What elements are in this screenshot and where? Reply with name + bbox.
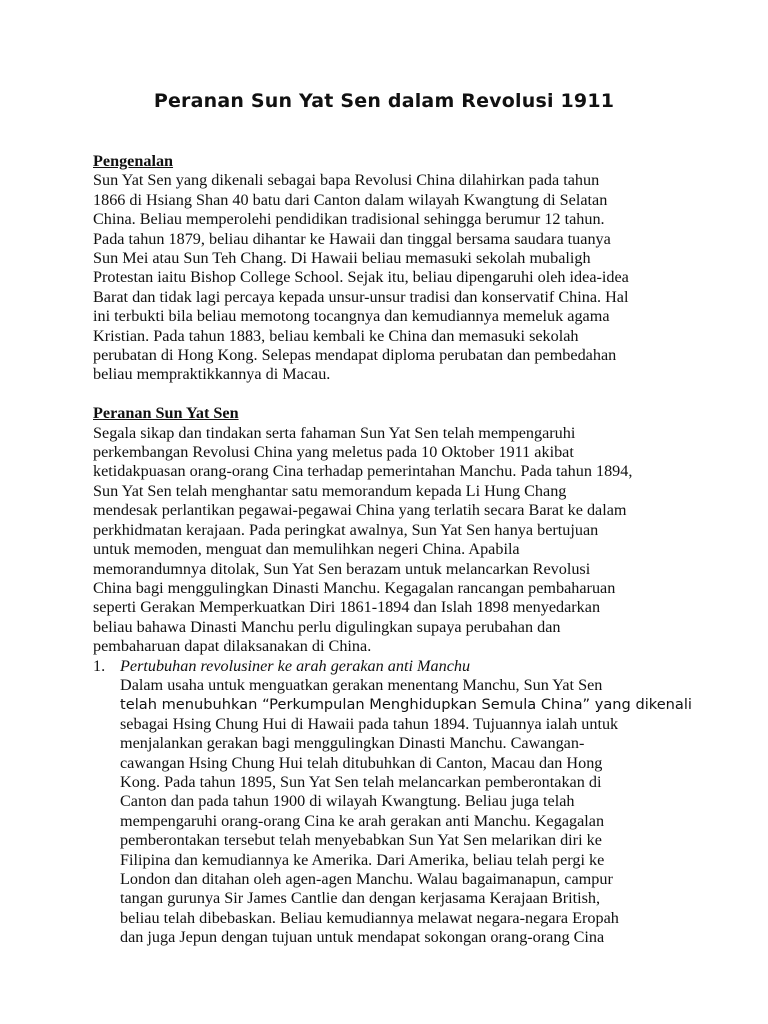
list-item-text: sebagai Hsing Chung Hui di Hawaii pada tahun 1894. Tujuannya ialah untuk menjalankan gerakan bagi menggulingkan Dinasti Manchu. Cawangan- cawangan Hsing Chung Hui telah ditubuhkan di Canton, Macau dan Hong Kong. Pada tahun 1895, Sun Yat Sen telah melancarkan pemberontakan di Canton dan pada tahun 1900 di wilayah Kwangtung. Beliau juga telah mempengaruhi orang-orang Cina ke arah gerakan anti Manchu. Kegagalan pemberontakan tersebut telah menyebabkan Sun Yat Sen melarikan diri ke Filipina dan kemudiannya ke Amerika. Dari Amerika, beliau telah pergi ke London dan ditahan oleh agen-agen Manchu. Walau bagaimanapun, campur tangan gurunya Sir James Cantlie dan dengan kerjasama Kerajaan British, beliau telah dibebaskan. Beliau kemudiannya melawat negara-negara Eropah dan juga Jepun dengan tujuan untuk mendapat sokongan orang-orang Cina: [120, 714, 619, 947]
list-item-line-1: Dalam usaha untuk menguatkan gerakan menentang Manchu, Sun Yat Sen: [120, 675, 603, 694]
list-item: [93, 657, 693, 948]
list-item-number: 1.: [93, 656, 106, 675]
section-heading-peranan: Peranan Sun Yat Sen: [93, 404, 239, 423]
section-paragraph-pengenalan: Sun Yat Sen yang dikenali sebagai bapa Revolusi China dilahirkan pada tahun 1866 di Hsiang Shan 40 batu dari Canton dalam wilayah Kwangtung di Selatan China. Beliau memperolehi pendidikan tradisional sehingga berumur 12 tahun. Pada tahun 1879, beliau dihantar ke Hawaii dan tinggal bersama saudara tuanya Sun Mei atau Sun Teh Chang. Di Hawaii beliau memasuki sekolah mubaligh Protestan iaitu Bishop College School. Sejak itu, beliau dipengaruhi oleh idea-idea Barat dan tidak lagi percaya kepada unsur-unsur tradisi dan konservatif China. Hal ini terbukti bila beliau memotong tocangnya dan kemudiannya memeluk agama Kristian. Pada tahun 1883, beliau kembali ke China dan memasuki sekolah perubatan di Hong Kong. Selepas mendapat diploma perubatan dan pembedahan beliau mempraktikkannya di Macau.: [93, 171, 629, 384]
document-body: [93, 152, 693, 948]
list-item-line-2: telah menubuhkan “Perkumpulan Menghidupkan Semula China” yang dikenali: [120, 696, 692, 714]
section-heading-pengenalan: Pengenalan: [93, 152, 174, 170]
list-item-heading: [93, 657, 693, 676]
document-title: Peranan Sun Yat Sen dalam Revolusi 1911: [153, 90, 615, 112]
list-item-title: Pertubuhan revolusiner ke arah gerakan anti Manchu: [120, 656, 471, 675]
section-paragraph-peranan: Segala sikap dan tindakan serta fahaman Sun Yat Sen telah mempengaruhi perkembangan Revolusi China yang meletus pada 10 Oktober 1911 akibat ketidakpuasan orang-orang Cina terhadap pemerintahan Manchu. Pada tahun 1894, Sun Yat Sen telah menghantar satu memorandum kepada Li Hung Chang mendesak perlantikan pegawai-pegawai China yang terlatih secara Barat ke dalam perkhidmatan kerajaan. Pada peringkat awalnya, Sun Yat Sen hanya bertujuan untuk memoden, menguat dan memulihkan negeri China. Apabila memorandumnya ditolak, Sun Yat Sen berazam untuk melancarkan Revolusi China bagi menggulingkan Dinasti Manchu. Kegagalan rancangan pembaharuan seperti Gerakan Memperkuatkan Diri 1861-1894 dan Islah 1898 menyedarkan beliau bahawa Dinasti Manchu perlu digulingkan supaya perubahan dan pembaharuan dapat dilaksanakan di China.: [93, 423, 633, 656]
paragraph-spacer: [93, 385, 693, 404]
